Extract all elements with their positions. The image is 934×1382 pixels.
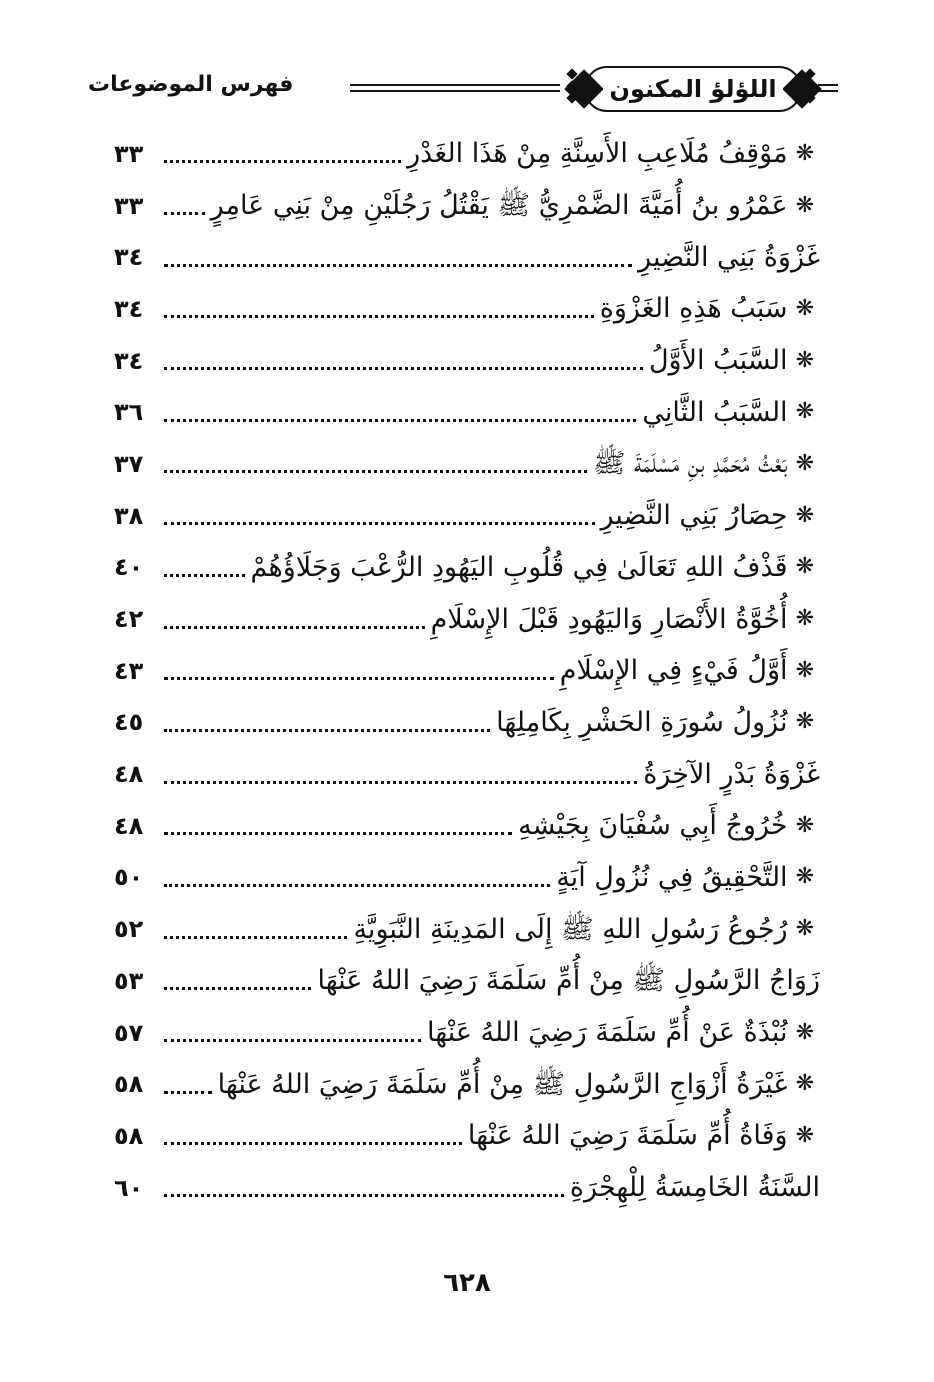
bullet-icon: ❋ — [795, 1019, 814, 1045]
toc-entry-page: ٤٨ — [114, 760, 144, 789]
toc-entry — [114, 955, 820, 1007]
toc-entry — [114, 800, 814, 852]
book-title-cartouche — [584, 66, 802, 112]
toc-entry-page: ٣٤ — [114, 294, 144, 323]
dot-leader — [164, 729, 490, 732]
toc-entry — [114, 645, 814, 697]
toc-entry-title: بَعْثُ مُحَمَّدِ بنِ مَسْلَمَةَ ﷺ — [592, 448, 788, 480]
toc-entry-title: نُزُولُ سُورَةِ الحَشْرِ بِكَامِلِهَا — [496, 706, 788, 738]
toc-entry-page: ٣٣ — [114, 139, 144, 168]
toc-entry-page: ٥٨ — [114, 1070, 144, 1099]
toc-entry — [114, 903, 814, 955]
dot-leader — [164, 1091, 212, 1094]
toc-entry — [114, 180, 814, 232]
toc-entry-title: قَذْفُ اللهِ تَعَالَىٰ فِي قُلُوبِ اليَهُودِ الرُّعْبَ وَجَلَاؤُهُمْ — [250, 551, 788, 583]
bullet-icon: ❋ — [795, 812, 814, 838]
toc-entry — [114, 490, 814, 542]
toc-entry-page: ٥٧ — [114, 1018, 144, 1047]
bullet-icon: ❋ — [795, 864, 814, 890]
toc-entry — [114, 1007, 814, 1059]
bullet-icon: ❋ — [795, 709, 814, 735]
toc-entry-title: سَبَبُ هَذِهِ الغَزْوَةِ — [599, 293, 788, 325]
toc-entry-page: ٦٠ — [114, 1173, 144, 1202]
dot-leader — [164, 1194, 564, 1197]
toc-entry-page: ٥٨ — [114, 1121, 144, 1150]
dot-leader — [164, 936, 347, 939]
toc-entry-page: ٣٣ — [114, 191, 144, 220]
dot-leader — [164, 470, 587, 473]
toc-entry-page: ٣٨ — [114, 501, 144, 530]
bullet-icon: ❋ — [795, 657, 814, 683]
toc-entry-title: غَزْوَةُ بَدْرٍ الآخِرَةُ — [643, 758, 820, 790]
toc-entry — [114, 1162, 820, 1214]
toc-entry-page: ٤٠ — [114, 553, 144, 582]
toc-entry-page: ٣٦ — [114, 398, 144, 427]
toc-entry-title: نُبْذَةٌ عَنْ أُمِّ سَلَمَةَ رَضِيَ اللهُ عَنْهَا — [427, 1017, 788, 1049]
toc-entry-page: ٥٠ — [114, 863, 144, 892]
toc-entry-page: ٣٤ — [114, 243, 144, 272]
toc-entry-title: أَوَّلُ فَيْءٍ فِي الإِسْلَامِ — [559, 655, 788, 687]
toc-entry-page: ٤٥ — [114, 708, 144, 737]
dot-leader — [164, 419, 636, 422]
toc-entry-title: عَمْرُو بنُ أُمَيَّةَ الضَّمْرِيُّ ﷺ يَقْتُلُ رَجُلَيْنِ مِنْ بَنِي عَامِرٍ — [210, 190, 788, 222]
dot-leader — [164, 832, 512, 835]
bullet-icon: ❋ — [795, 916, 814, 942]
dot-leader — [164, 574, 245, 577]
toc-entry — [114, 335, 814, 387]
toc-entry — [114, 231, 820, 283]
toc-entry — [114, 128, 814, 180]
toc-entry-title: حِصَارُ بَنِي النَّضِيرِ — [600, 500, 788, 532]
toc-entry — [114, 386, 814, 438]
bullet-icon: ❋ — [795, 554, 814, 580]
toc-entry-page: ٤٢ — [114, 605, 144, 634]
toc-entry-page: ٤٣ — [114, 656, 144, 685]
bullet-icon: ❋ — [795, 399, 814, 425]
dot-leader — [164, 522, 595, 525]
dot-leader — [164, 367, 643, 370]
bullet-icon: ❋ — [795, 1071, 814, 1097]
toc-entry-page: ٣٧ — [114, 449, 144, 478]
bullet-icon: ❋ — [795, 1122, 814, 1148]
dot-leader — [164, 1039, 421, 1042]
section-title: فهرس الموضوعات — [88, 72, 294, 97]
bullet-icon: ❋ — [795, 295, 814, 321]
toc-entry — [114, 1110, 814, 1162]
toc-entry — [114, 438, 814, 490]
running-header — [88, 58, 838, 122]
toc-entry-title: زَوَاجُ الرَّسُولِ ﷺ مِنْ أُمِّ سَلَمَةَ رَضِيَ اللهُ عَنْهَا — [317, 965, 820, 997]
toc-entry — [114, 542, 814, 594]
toc-entry-title: غَيْرَةُ أَزْوَاجِ الرَّسُولِ ﷺ مِنْ أُمِّ سَلَمَةَ رَضِيَ اللهُ عَنْهَا — [217, 1068, 788, 1100]
toc-entry — [114, 1058, 814, 1110]
toc-entry-title: مَوْقِفُ مُلَاعِبِ الأَسِنَّةِ مِنْ هَذَا الغَدْرِ — [407, 138, 788, 170]
bullet-icon: ❋ — [795, 450, 814, 476]
dot-leader — [164, 212, 205, 215]
toc-entry-title: وَفَاةُ أُمِّ سَلَمَةَ رَضِيَ اللهُ عَنْهَا — [467, 1120, 788, 1152]
toc-entry — [114, 748, 820, 800]
bullet-icon: ❋ — [795, 140, 814, 166]
dot-leader — [164, 884, 550, 887]
dot-leader — [164, 677, 554, 680]
toc-entry-title: أُخُوَّةُ الأَنْصَارِ وَاليَهُودِ قَبْلَ الإِسْلَامِ — [430, 603, 788, 635]
toc-entry-page: ٤٨ — [114, 811, 144, 840]
toc-entry-page: ٣٤ — [114, 346, 144, 375]
toc-entry — [114, 852, 814, 904]
bullet-icon: ❋ — [795, 606, 814, 632]
toc-entry-title: السَّنَةُ الخَامِسَةُ لِلْهِجْرَةِ — [569, 1172, 820, 1204]
bullet-icon: ❋ — [795, 347, 814, 373]
dot-leader — [164, 1142, 462, 1145]
dot-leader — [164, 626, 425, 629]
toc-entry-title: خُرُوجُ أَبِي سُفْيَانَ بِجَيْشِهِ — [518, 810, 788, 842]
dot-leader — [164, 987, 311, 990]
toc-entry — [114, 593, 814, 645]
toc-entry-page: ٥٢ — [114, 915, 144, 944]
toc-entry-title: السَّبَبُ الثَّانِي — [642, 396, 788, 428]
toc-entry-title: التَّحْقِيقُ فِي نُزُولِ آيَةٍ — [556, 861, 788, 893]
header-rule-left — [350, 84, 560, 92]
toc-entry-title: غَزْوَةُ بَنِي النَّضِيرِ — [638, 241, 820, 273]
table-of-contents — [114, 128, 820, 1213]
toc-entry-title: السَّبَبُ الأَوَّلُ — [648, 345, 788, 377]
toc-entry — [114, 283, 814, 335]
dot-leader — [164, 315, 594, 318]
book-title: اللؤلؤ المكنون — [603, 75, 782, 103]
ornament-icon — [564, 66, 580, 112]
dot-leader — [164, 160, 401, 163]
toc-entry-title: رُجُوعُ رَسُولِ اللهِ ﷺ إِلَى المَدِينَةِ النَّبَوِيَّةِ — [353, 913, 788, 945]
dot-leader — [164, 264, 632, 267]
page-number: ٦٢٨ — [443, 1268, 491, 1298]
toc-entry — [114, 697, 814, 749]
toc-entry-page: ٥٣ — [114, 966, 144, 995]
bullet-icon: ❋ — [795, 502, 814, 528]
bullet-icon: ❋ — [795, 192, 814, 218]
dot-leader — [164, 781, 637, 784]
